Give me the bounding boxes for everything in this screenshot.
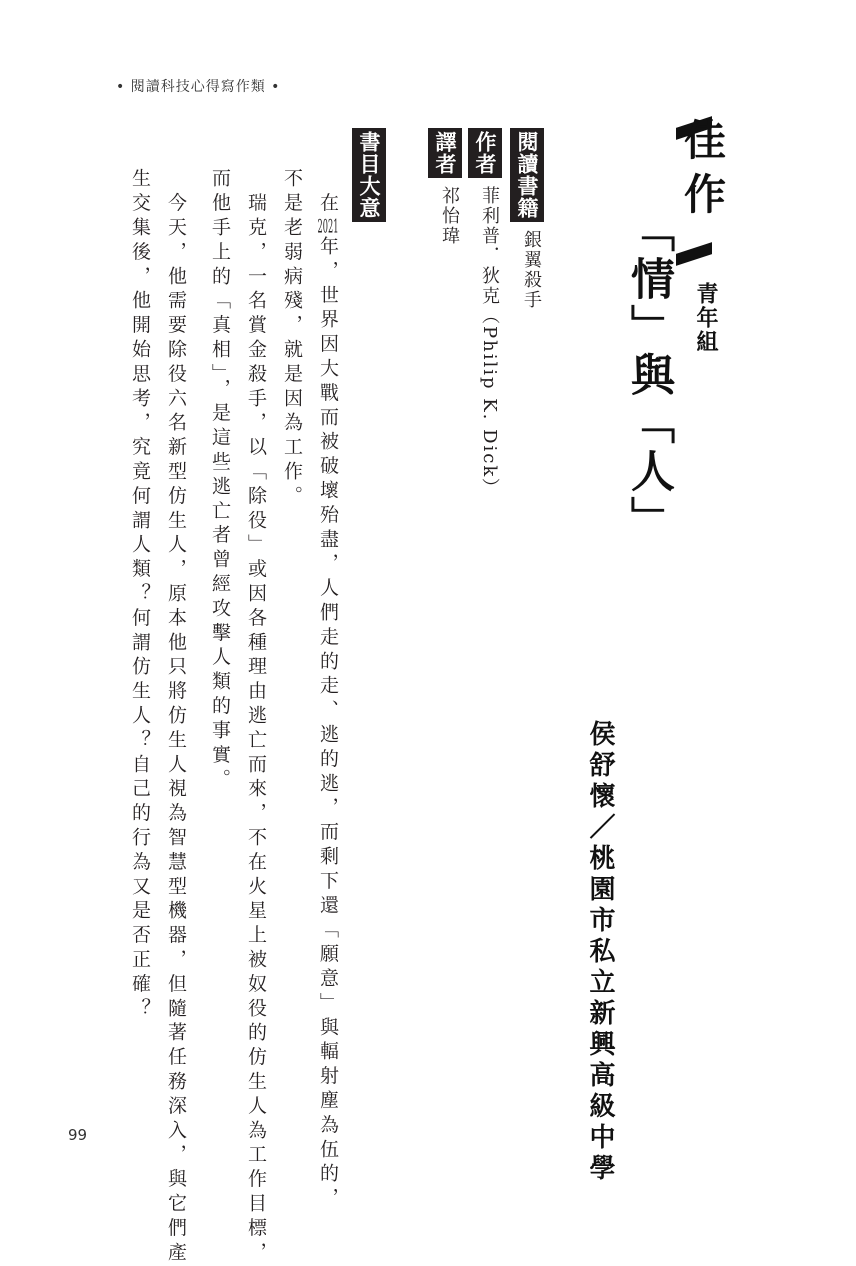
essay-title: 「情」與「人」 xyxy=(623,208,674,544)
writer-name-cjk: 菲利普．狄克 xyxy=(479,186,500,306)
paragraph-line-6: 生交集後，他開始思考，究竟何謂人類？何謂仿生人？自己的行為又是否正確？ xyxy=(129,168,151,1022)
author-line: 侯舒懷／桃園市私立新興高級中學 xyxy=(585,720,615,1185)
writer-name xyxy=(476,184,502,498)
paragraph-line-3: 瑞克，一名賞金殺手，以「除役」或因各種理由逃亡而來，不在火星上被奴役的仿生人為工作目標， xyxy=(245,168,267,1266)
paragraph-line-4: 而他手上的「真相」，是這些逃亡者曾經攻擊人類的事實。 xyxy=(209,168,231,793)
award-bar-bottom xyxy=(676,242,712,266)
section-label: 書目大意 xyxy=(352,128,386,222)
writer-info xyxy=(468,128,502,498)
paragraph-line-1-start: 在 xyxy=(317,168,339,217)
translator-info xyxy=(428,128,462,246)
paragraph-line-1 xyxy=(318,168,338,1212)
translator-label: 譯者 xyxy=(428,128,462,178)
book-title: 銀翼殺手 xyxy=(521,230,542,310)
paragraph-year: 2021 xyxy=(317,216,339,236)
writer-label: 作者 xyxy=(468,128,502,178)
paragraph-line-2: 不是老弱病殘，就是因為工作。 xyxy=(281,168,303,510)
book-info xyxy=(510,128,544,310)
translator-name: 祁怡瑋 xyxy=(439,186,460,246)
page-number: 99 xyxy=(68,1126,88,1144)
writer-name-latin: （Philip K. Dick） xyxy=(479,306,500,499)
paragraph-line-5: 今天，他需要除役六名新型仿生人，原本他只將仿生人視為智慧型機器，但隨著任務深入，與它們產 xyxy=(165,168,187,1266)
paragraph-line-1-end: 年，世界因大戰而被破壞殆盡，人們走的走、逃的逃，而剩下還「願意」與輻射塵為伍的， xyxy=(317,235,339,1212)
running-head: • 閱讀科技心得寫作類 • xyxy=(116,79,281,95)
award-heading: 佳作 xyxy=(678,118,727,226)
group-label: 青年組 xyxy=(693,282,718,354)
book-label: 閱讀書籍 xyxy=(510,128,544,222)
